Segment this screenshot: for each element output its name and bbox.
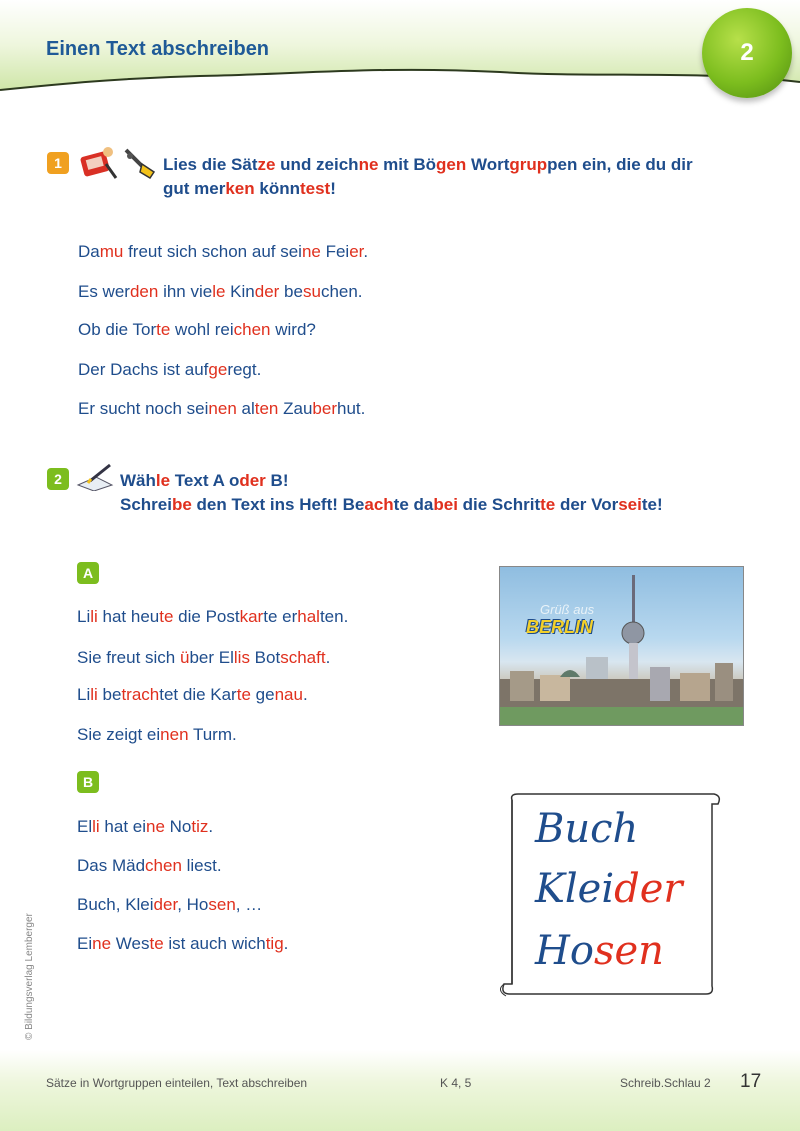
- highlighted-syllable: sei: [618, 495, 642, 514]
- task-1-instruction-line-2: [163, 177, 336, 201]
- text-segment: Li: [77, 607, 91, 626]
- text-segment: Ob die Tor: [78, 320, 157, 339]
- highlighted-syllable: nen: [160, 725, 189, 744]
- text-segment: El: [77, 817, 93, 836]
- highlighted-syllable: trach: [121, 685, 160, 704]
- text-segment: Es wer: [78, 282, 130, 301]
- text-a-sentence: [77, 607, 348, 627]
- highlighted-syllable: gen: [436, 155, 467, 174]
- chapter-number-badge: 2: [702, 8, 792, 98]
- text-segment: .: [363, 242, 369, 261]
- highlighted-syllable: den: [129, 282, 159, 301]
- tv-tower-skyline-illustration: [500, 567, 743, 725]
- text-segment: be: [97, 685, 122, 704]
- highlighted-syllable: ach: [364, 495, 394, 514]
- highlighted-syllable: te: [156, 320, 171, 339]
- task-2-badge: 2: [47, 468, 69, 490]
- text-segment: mit Bö: [378, 155, 437, 174]
- text-segment: pen ein, die du dir: [547, 155, 693, 174]
- highlighted-syllable: der: [614, 866, 683, 912]
- highlighted-syllable: kar: [239, 607, 264, 626]
- text-segment: Ei: [77, 934, 93, 953]
- text-segment: Wort: [466, 155, 510, 174]
- highlighted-syllable: ge: [208, 360, 228, 379]
- text-segment: al: [236, 399, 255, 418]
- text-segment: Buch, Klei: [77, 895, 154, 914]
- highlighted-syllable: le: [155, 471, 171, 490]
- text-segment: chen.: [320, 282, 363, 301]
- scroll-word: [535, 928, 664, 974]
- text-segment: ge: [250, 685, 275, 704]
- highlighted-syllable: te: [540, 495, 556, 514]
- text-segment: der Vor: [555, 495, 619, 514]
- text-segment: ten.: [319, 607, 349, 626]
- text-segment: ihn vie: [158, 282, 213, 301]
- text-segment: Zau: [278, 399, 313, 418]
- text-segment: Da: [78, 242, 100, 261]
- text-segment: Sie zeigt ei: [77, 725, 161, 744]
- highlighted-syllable: be: [171, 495, 192, 514]
- text-segment: No: [164, 817, 192, 836]
- highlighted-syllable: chen: [233, 320, 271, 339]
- highlighted-syllable: ne: [358, 155, 379, 174]
- highlighted-syllable: te: [149, 934, 164, 953]
- text-segment: .: [283, 934, 289, 953]
- text-segment: Wäh: [120, 471, 156, 490]
- task-1-badge: 1: [47, 152, 69, 174]
- task-1-instruction-line-1: [163, 153, 693, 177]
- task-1-sentence: [78, 282, 363, 302]
- text-segment: und zeich: [275, 155, 359, 174]
- highlighted-syllable: test: [299, 179, 331, 198]
- highlighted-syllable: le: [212, 282, 226, 301]
- highlighted-syllable: mu: [99, 242, 124, 261]
- highlighted-syllable: ber: [312, 399, 337, 418]
- text-segment: Klei: [535, 866, 615, 912]
- text-segment: Li: [77, 685, 91, 704]
- postcard-city: BERLIN: [526, 617, 593, 637]
- highlighted-syllable: lis: [233, 648, 250, 667]
- berlin-postcard: [499, 566, 744, 726]
- text-segment: Text A o: [170, 471, 240, 490]
- text-b-sentence: [77, 817, 213, 837]
- text-segment: Sie freut sich: [77, 648, 180, 667]
- highlighted-syllable: ü: [180, 648, 190, 667]
- text-b-sentence: [77, 856, 222, 876]
- task-2-instruction-line-1: [120, 469, 288, 493]
- scroll-word: [535, 866, 683, 912]
- text-segment: te er: [263, 607, 298, 626]
- highlighted-syllable: te: [159, 607, 174, 626]
- text-segment: Der Dachs ist auf: [78, 360, 209, 379]
- highlighted-syllable: der: [239, 471, 266, 490]
- highlighted-syllable: ne: [301, 242, 321, 261]
- text-b-label: B: [77, 771, 99, 793]
- footer-topic: Sätze in Wortgruppen einteilen, Text abschreiben: [46, 1076, 308, 1090]
- text-segment: hat heu: [97, 607, 160, 626]
- text-segment: , Ho: [177, 895, 209, 914]
- postcard-greeting: Grüß aus: [540, 602, 595, 617]
- text-segment: die Schrit: [457, 495, 541, 514]
- text-segment: !: [330, 179, 336, 198]
- footer-band: [0, 1050, 800, 1131]
- text-a-label: A: [77, 562, 99, 584]
- text-segment: hat ei: [99, 817, 146, 836]
- text-segment: Das Mäd: [77, 856, 146, 875]
- highlighted-syllable: ne: [92, 934, 112, 953]
- highlighted-syllable: chen: [145, 856, 182, 875]
- task-1-sentence: [78, 360, 261, 380]
- text-segment: tet die Kar: [159, 685, 237, 704]
- text-segment: wird?: [270, 320, 316, 339]
- highlighted-syllable: schaft: [280, 648, 326, 667]
- reading-book-icon: [78, 144, 120, 182]
- text-segment: Wes: [111, 934, 150, 953]
- highlighted-syllable: li: [90, 685, 98, 704]
- text-segment: Er sucht noch sei: [78, 399, 209, 418]
- highlighted-syllable: tig: [265, 934, 284, 953]
- text-segment: te!: [641, 495, 663, 514]
- copyright-notice: © Bildungsverlag Lemberger: [24, 913, 35, 1040]
- highlighted-syllable: nau: [274, 685, 303, 704]
- text-segment: Buch: [535, 806, 639, 852]
- highlighted-syllable: hal: [297, 607, 320, 626]
- highlighted-syllable: der: [153, 895, 178, 914]
- text-segment: be: [279, 282, 303, 301]
- text-a-sentence: [77, 685, 308, 705]
- text-segment: .: [208, 817, 214, 836]
- task-1-sentence: [78, 320, 316, 340]
- page-number: 17: [740, 1071, 762, 1092]
- scroll-word: [535, 806, 638, 852]
- drawing-pencil-icon: [122, 146, 158, 182]
- text-segment: Fei: [320, 242, 350, 261]
- highlighted-syllable: li: [90, 607, 98, 626]
- text-segment: könn: [254, 179, 300, 198]
- text-segment: .: [302, 685, 308, 704]
- text-segment: wohl rei: [170, 320, 234, 339]
- writing-pen-icon: [76, 463, 116, 491]
- highlighted-syllable: grup: [509, 155, 548, 174]
- highlighted-syllable: tiz: [191, 817, 209, 836]
- text-segment: te da: [393, 495, 434, 514]
- text-a-sentence: [77, 725, 237, 745]
- highlighted-syllable: ze: [257, 155, 276, 174]
- text-segment: B!: [265, 471, 289, 490]
- task-1-sentence: [78, 399, 365, 419]
- highlighted-syllable: ken: [225, 179, 255, 198]
- footer-code: K 4, 5: [440, 1076, 472, 1090]
- text-segment: Bot: [249, 648, 281, 667]
- highlighted-syllable: sen: [208, 895, 236, 914]
- text-segment: .: [325, 648, 331, 667]
- text-segment: ber El: [189, 648, 234, 667]
- text-segment: , …: [235, 895, 263, 914]
- highlighted-syllable: li: [92, 817, 100, 836]
- text-segment: Ho: [535, 928, 594, 974]
- highlighted-syllable: bei: [433, 495, 458, 514]
- text-segment: Turm.: [188, 725, 237, 744]
- highlighted-syllable: ten: [254, 399, 279, 418]
- task-2-instruction-line-2: [120, 493, 663, 517]
- text-b-sentence: [77, 895, 262, 915]
- text-segment: ist auch wich: [163, 934, 266, 953]
- task-1-sentence: [78, 242, 368, 262]
- highlighted-syllable: der: [254, 282, 280, 301]
- text-segment: Schrei: [120, 495, 172, 514]
- page-title: Einen Text abschreiben: [46, 38, 270, 60]
- highlighted-syllable: sen: [593, 928, 664, 974]
- highlighted-syllable: ne: [146, 817, 165, 836]
- text-a-sentence: [77, 648, 330, 668]
- text-segment: regt.: [227, 360, 262, 379]
- text-segment: gut mer: [163, 179, 226, 198]
- highlighted-syllable: nen: [208, 399, 237, 418]
- text-segment: liest.: [181, 856, 222, 875]
- text-segment: Kin: [225, 282, 255, 301]
- highlighted-syllable: su: [302, 282, 321, 301]
- highlighted-syllable: er: [349, 242, 364, 261]
- text-segment: hut.: [337, 399, 366, 418]
- text-segment: freut sich schon auf sei: [123, 242, 302, 261]
- text-segment: den Text ins Heft! Be: [191, 495, 365, 514]
- text-segment: die Post: [173, 607, 240, 626]
- footer-book-title: Schreib.Schlau 2: [620, 1076, 711, 1090]
- text-segment: Lies die Sät: [163, 155, 258, 174]
- text-b-sentence: [77, 934, 288, 954]
- highlighted-syllable: te: [236, 685, 251, 704]
